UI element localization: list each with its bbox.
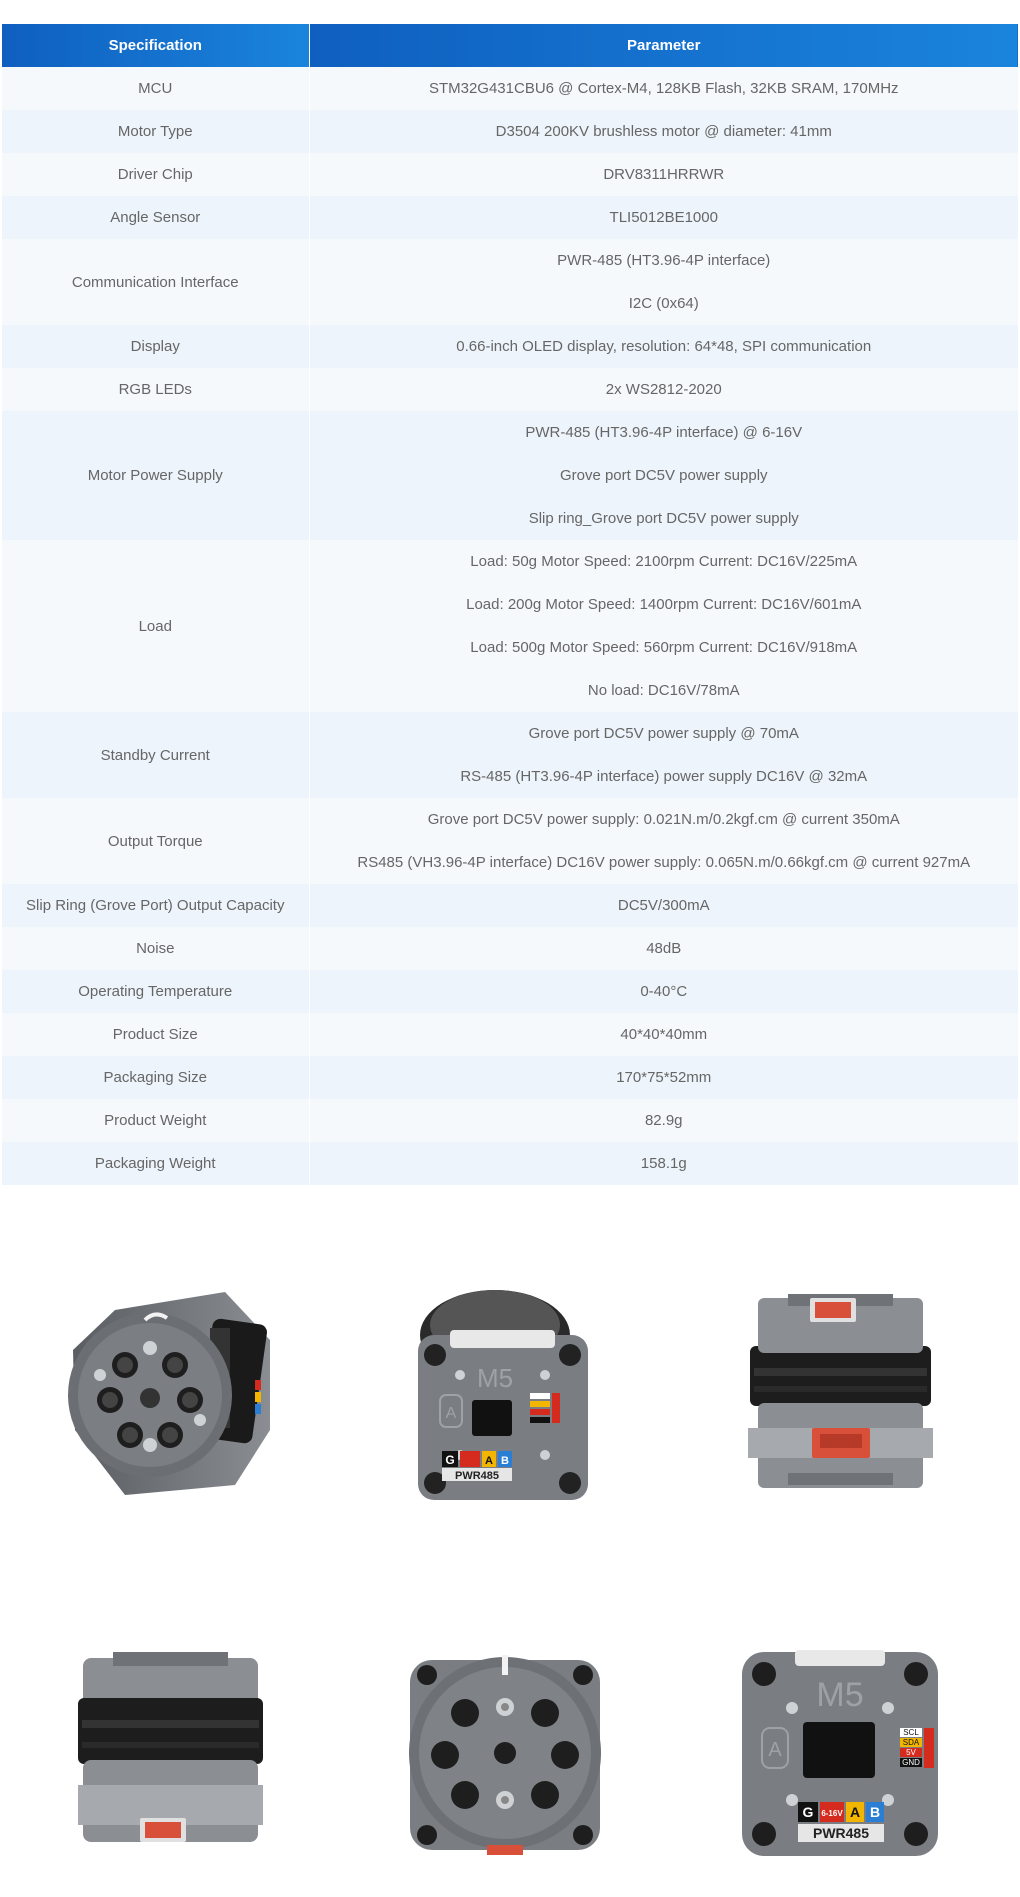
parameter-line: 170*75*52mm — [616, 1069, 712, 1086]
spec-cell: Output Torque — [2, 798, 309, 884]
parameter-line: 48dB — [646, 940, 682, 957]
photo-motor-rear-flat — [405, 1645, 605, 1860]
parameter-cell — [309, 1142, 1018, 1185]
table-row — [2, 1099, 1018, 1142]
parameter-cell — [309, 927, 1018, 970]
parameter-line: 0.66-inch OLED display, resolution: 64*48, SPI communication — [456, 338, 872, 355]
table-header-row — [2, 24, 1018, 67]
spec-cell: Driver Chip — [2, 153, 309, 196]
spec-cell: Standby Current — [2, 712, 309, 798]
spec-cell: MCU — [2, 67, 309, 110]
spec-cell: Display — [2, 325, 309, 368]
header-specification: Specification — [2, 24, 309, 67]
table-row — [2, 927, 1018, 970]
parameter-line: Grove port DC5V power supply — [559, 467, 768, 484]
spec-cell: Load — [2, 540, 309, 712]
parameter-line: Grove port DC5V power supply @ 70mA — [528, 725, 799, 742]
spec-cell: Angle Sensor — [2, 196, 309, 239]
table-row — [2, 884, 1018, 927]
photo2-g-text: G — [445, 1453, 455, 1467]
parameter-cell — [309, 368, 1018, 411]
photo2-model-text: PWR485 — [454, 1470, 500, 1482]
table-row — [2, 798, 1018, 884]
parameter-line: Grove port DC5V power supply: 0.021N.m/0.2kgf.cm @ current 350mA — [427, 811, 900, 828]
parameter-line: DRV8311HRRWR — [603, 166, 725, 183]
parameter-line: Load: 200g Motor Speed: 1400rpm Current: DC16V/601mA — [466, 596, 862, 613]
photo6-brand-text: M5 — [816, 1676, 864, 1714]
table-row — [2, 970, 1018, 1013]
table-row — [2, 1142, 1018, 1185]
photo-motor-front-angle — [400, 1275, 620, 1510]
spec-cell: RGB LEDs — [2, 368, 309, 411]
photo2-b-text: B — [501, 1455, 509, 1467]
parameter-line: Load: 50g Motor Speed: 2100rpm Current: DC16V/225mA — [470, 553, 858, 570]
photo6-g-text: G — [802, 1804, 814, 1820]
table-row — [2, 110, 1018, 153]
photo6-model-text: PWR485 — [812, 1825, 870, 1841]
parameter-line: RS-485 (HT3.96-4P interface) power supply DC16V @ 32mA — [460, 768, 868, 785]
photo6-pin-5v: 5V — [906, 1748, 916, 1757]
parameter-line: No load: DC16V/78mA — [587, 682, 740, 699]
parameter-line: Slip ring_Grove port DC5V power supply — [528, 510, 799, 527]
parameter-line: 0-40°C — [640, 983, 688, 1000]
parameter-line: TLI5012BE1000 — [609, 209, 718, 226]
spec-cell: Slip Ring (Grove Port) Output Capacity — [2, 884, 309, 927]
table-row — [2, 540, 1018, 712]
parameter-line: PWR-485 (HT3.96-4P interface) @ 6-16V — [525, 424, 803, 441]
photo2-port-a-text: A — [445, 1405, 457, 1422]
table-row — [2, 411, 1018, 540]
table-row — [2, 67, 1018, 110]
spec-cell: Packaging Size — [2, 1056, 309, 1099]
parameter-cell — [309, 196, 1018, 239]
photo6-pin-sda: SDA — [902, 1738, 920, 1747]
specification-table — [2, 24, 1018, 1185]
parameter-line: STM32G431CBU6 @ Cortex-M4, 128KB Flash, 32KB SRAM, 170MHz — [428, 80, 899, 97]
photo6-pin-scl: SCL — [903, 1728, 919, 1737]
parameter-cell — [309, 239, 1018, 325]
parameter-line: DC5V/300mA — [617, 897, 710, 914]
spec-cell: Product Weight — [2, 1099, 309, 1142]
spec-cell: Motor Power Supply — [2, 411, 309, 540]
spec-cell: Noise — [2, 927, 309, 970]
parameter-line: 158.1g — [640, 1155, 687, 1172]
parameter-line: D3504 200KV brushless motor @ diameter: 41mm — [495, 123, 832, 140]
photo6-pin-gnd: GND — [902, 1758, 920, 1767]
parameter-cell — [309, 798, 1018, 884]
table-row — [2, 1013, 1018, 1056]
spec-cell: Packaging Weight — [2, 1142, 309, 1185]
photo-motor-side-bottom-connector — [78, 1650, 263, 1850]
parameter-cell — [309, 540, 1018, 712]
parameter-cell — [309, 325, 1018, 368]
table-row — [2, 712, 1018, 798]
table-row — [2, 239, 1018, 325]
spec-cell: Communication Interface — [2, 239, 309, 325]
photo2-a-text: A — [485, 1455, 493, 1467]
table-row — [2, 196, 1018, 239]
photo-motor-rear-angle — [55, 1280, 295, 1510]
parameter-cell — [309, 1099, 1018, 1142]
parameter-line: PWR-485 (HT3.96-4P interface) — [557, 252, 771, 269]
parameter-cell — [309, 67, 1018, 110]
spec-cell: Product Size — [2, 1013, 309, 1056]
parameter-line: Load: 500g Motor Speed: 560rpm Current: DC16V/918mA — [470, 639, 858, 656]
spec-cell: Motor Type — [2, 110, 309, 153]
parameter-cell — [309, 1013, 1018, 1056]
photo-motor-front-flat — [740, 1650, 940, 1860]
table-row — [2, 153, 1018, 196]
parameter-line: 2x WS2812-2020 — [605, 381, 722, 398]
table-row — [2, 1056, 1018, 1099]
header-parameter: Parameter — [309, 24, 1018, 67]
parameter-line: 82.9g — [644, 1112, 683, 1129]
table-body — [2, 67, 1018, 1185]
photo-motor-side-top-connector — [748, 1288, 933, 1493]
product-gallery — [0, 1270, 1020, 1897]
table-row — [2, 325, 1018, 368]
photo6-voltage-text: 6-16V — [821, 1809, 843, 1818]
parameter-cell — [309, 110, 1018, 153]
parameter-cell — [309, 712, 1018, 798]
parameter-line: I2C (0x64) — [628, 295, 699, 312]
photo6-port-a-text: A — [768, 1739, 782, 1761]
table-row — [2, 368, 1018, 411]
photo6-b-text: B — [869, 1804, 881, 1820]
parameter-cell — [309, 1056, 1018, 1099]
parameter-line: RS485 (VH3.96-4P interface) DC16V power supply: 0.065N.m/0.66kgf.cm @ current 927mA — [357, 854, 971, 871]
photo6-a-text: A — [849, 1804, 861, 1820]
photo2-brand-text: M5 — [476, 1363, 514, 1393]
spec-cell: Operating Temperature — [2, 970, 309, 1013]
parameter-cell — [309, 153, 1018, 196]
parameter-cell — [309, 884, 1018, 927]
parameter-cell — [309, 970, 1018, 1013]
parameter-cell — [309, 411, 1018, 540]
parameter-line: 40*40*40mm — [620, 1026, 708, 1043]
